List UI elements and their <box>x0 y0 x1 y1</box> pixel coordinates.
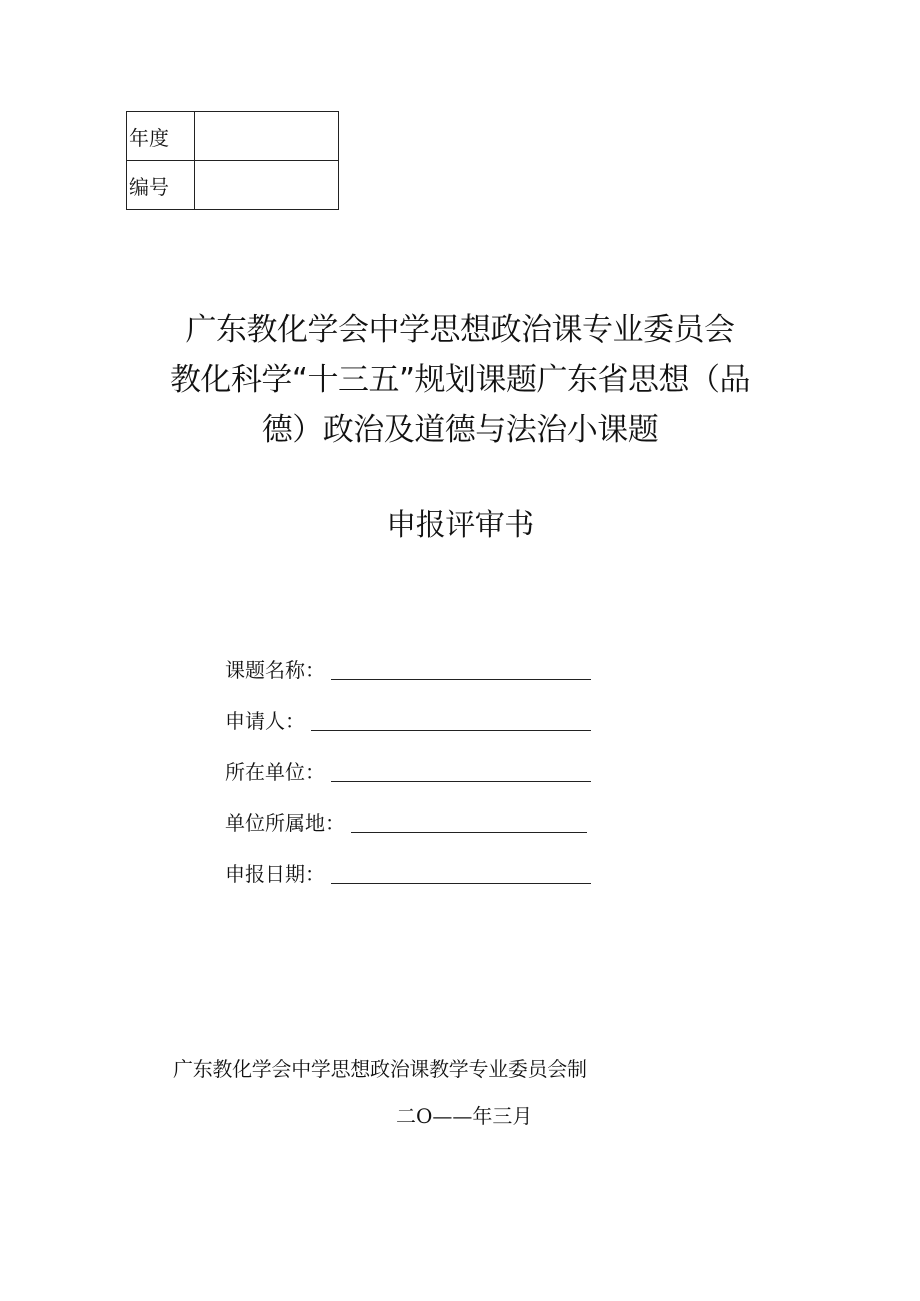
unit-location-row <box>225 807 587 835</box>
topic-name-row <box>225 654 591 682</box>
apply-date-row <box>225 858 591 886</box>
apply-date-label: 申报日期： <box>225 862 325 886</box>
number-value <box>195 161 339 210</box>
table-row <box>127 112 339 161</box>
number-label: 编号 <box>127 161 195 210</box>
info-table <box>126 111 339 210</box>
apply-date-blank <box>331 863 591 884</box>
year-label: 年度 <box>127 112 195 161</box>
title-line-2: 教化科学“十三五”规划课题广东省思想（品 <box>169 362 751 398</box>
year-value <box>195 112 339 161</box>
applicant-row <box>225 705 591 733</box>
issuing-organization: 广东教化学会中学思想政治课教学专业委员会制 <box>173 1057 587 1081</box>
unit-label: 所在单位： <box>225 760 325 784</box>
title-line-3: 德）政治及道德与法治小课题 <box>261 412 659 448</box>
applicant-label: 申请人： <box>225 709 305 733</box>
table-row <box>127 161 339 210</box>
title-line-1: 广东教化学会中学思想政治课专业委员会 <box>185 312 735 348</box>
topic-name-blank <box>331 659 591 680</box>
applicant-blank <box>311 710 591 731</box>
topic-name-label: 课题名称： <box>225 658 325 682</box>
unit-location-label: 单位所属地： <box>225 811 345 835</box>
unit-location-blank <box>351 812 587 833</box>
issue-date: 二O——年三月 <box>396 1104 533 1128</box>
unit-blank <box>331 761 591 782</box>
unit-row <box>225 756 591 784</box>
document-type-title: 申报评审书 <box>386 508 534 543</box>
